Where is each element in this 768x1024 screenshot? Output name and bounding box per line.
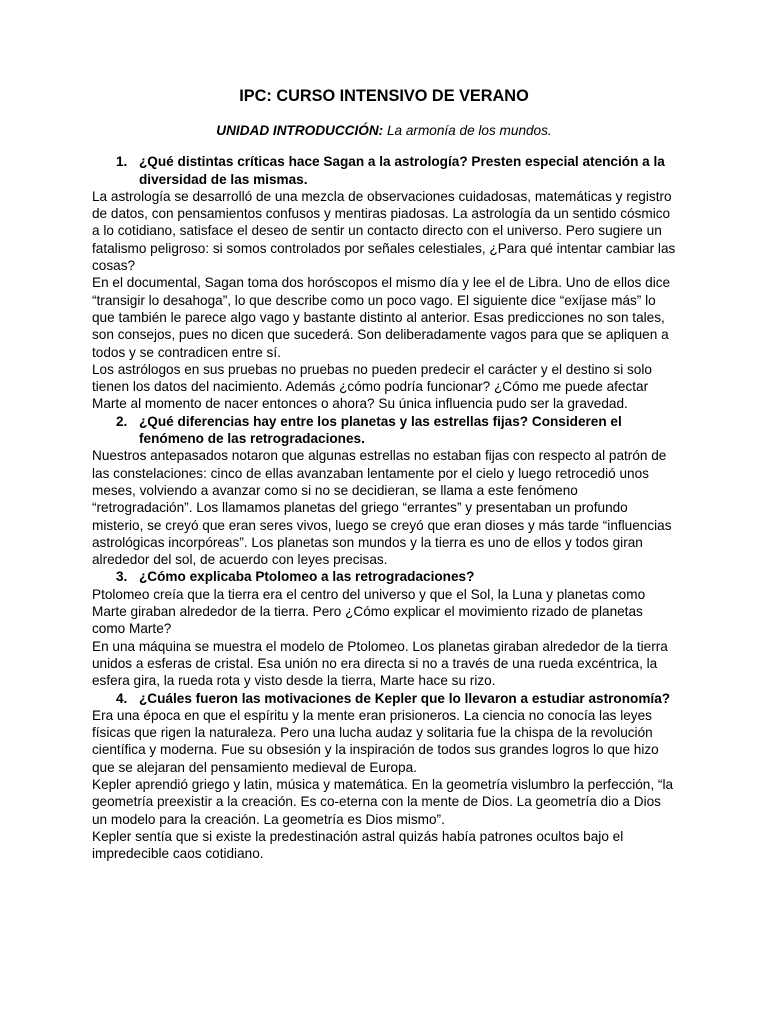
question-text: ¿Qué diferencias hay entre los planetas y las estrellas fijas? Consideren el fenómeno de las retrogradaciones. [139,413,622,447]
answer-paragraph: Ptolomeo creía que la tierra era el centro del universo y que el Sol, la Luna y planetas como Marte giraban alrededor de la tierra. Pero ¿Cómo explicar el movimiento rizado de planetas como Marte? [92,586,646,637]
section-1 [92,153,676,412]
question-number: 2. [116,413,128,429]
question-4 [92,690,676,707]
question-text: ¿Cuáles fueron las motivaciones de Kepler que lo llevaron a estudiar astronomía? [139,690,671,706]
answer-paragraph: Era una época en que el espíritu y la mente eran prisioneros. La ciencia no conocía las leyes físicas que rigen la naturaleza. Pero una lucha audaz y solitaria fue la chispa de la revolución científica y moderna. Fue su obsesión y la inspiración de todos sus grandes logros lo que hizo que se alejaran del pensamiento medieval de Europa. [92,707,659,775]
answer-paragraph: Nuestros antepasados notaron que algunas estrellas no estaban fijas con respecto al patrón de las constelaciones: cinco de ellas avanzaban lentamente por el cielo y luego retrocedió unos meses, volviendo a avanzar como si no se decidieran, se llama a este fenómeno “retrogradación”. Los llamamos planetas del griego “errantes” y presentaban un profundo misterio, se creyó que eran seres vivos, luego se creyó que eran dioses y más tarde “influencias astrológicas incorpóreas”. Los planetas son mundos y la tierra es uno de ellos y todos giran alrededor del sol, de acuerdo con leyes precisas. [92,448,672,568]
question-text: ¿Cómo explicaba Ptolomeo a las retrogradaciones? [139,569,475,585]
section-2 [92,413,676,569]
document-page [92,86,676,862]
answer-paragraph: En una máquina se muestra el modelo de Ptolomeo. Los planetas giraban alrededor de la tierra unidos a esferas de cristal. Esa unión no era directa si no a través de una rueda excéntrica, la esfera gira, la rueda rota y visto desde la tierra, Marte hace su rizo. [92,638,668,689]
question-number: 4. [116,690,128,706]
question-3 [92,568,676,585]
answer-paragraph: Los astrólogos en sus pruebas no pruebas no pueden predecir el carácter y el destino si solo tienen los datos del nacimiento. Además ¿cómo podría funcionar? ¿Cómo me puede afectar Marte al momento de nacer entonces o ahora? Su única influencia pudo ser la gravedad. [92,361,652,412]
question-2 [92,413,676,448]
question-1 [92,153,676,188]
question-number: 1. [116,154,128,170]
unit-subtitle [92,122,676,139]
answer-paragraph: Kepler aprendió griego y latin, música y matemática. En la geometría vislumbro la perfección, “la geometría preexistir a la creación. Es co-eterna con la mente de Dios. La geometría dio a Dios un modelo para la creación. La geometría es Dios mismo”. [92,776,674,827]
document-title: IPC: CURSO INTENSIVO DE VERANO [239,87,529,105]
question-number: 3. [116,569,128,585]
answer-paragraph: Kepler sentía que si existe la predestinación astral quizás había patrones ocultos bajo el impredecible caos cotidiano. [92,828,624,862]
answer-paragraph: En el documental, Sagan toma dos horóscopos el mismo día y lee el de Libra. Uno de ellos dice “transigir lo desahoga”, lo que describe como un poco vago. El siguiente dice “exíjase más” lo que también le parece algo vago y bastante distinto al anterior. Esas predicciones no son tales, son consejos, pues no dicen que sucederá. Son deliberadamente vagos para que se apliquen a todos y se contradicen entre sí. [92,275,671,360]
section-4 [92,690,676,863]
answer-paragraph: La astrología se desarrolló de una mezcla de observaciones cuidadosas, matemáticas y registro de datos, con pensamientos confusos y mentiras piadosas. La astrología da un sentido cósmico a lo cotidiano, satisface el deseo de sentir un contacto directo con el universo. Pero sugiere un fatalismo peligroso: si somos controlados por señales celestiales, ¿Para qué intentar cambiar las cosas? [92,188,676,274]
unit-name: La armonía de los mundos. [383,123,552,138]
section-3 [92,568,676,689]
question-text: ¿Qué distintas críticas hace Sagan a la astrología? Presten especial atención a la diversidad de las mismas. [139,154,665,187]
unit-label: UNIDAD INTRODUCCIÓN: [216,123,384,138]
